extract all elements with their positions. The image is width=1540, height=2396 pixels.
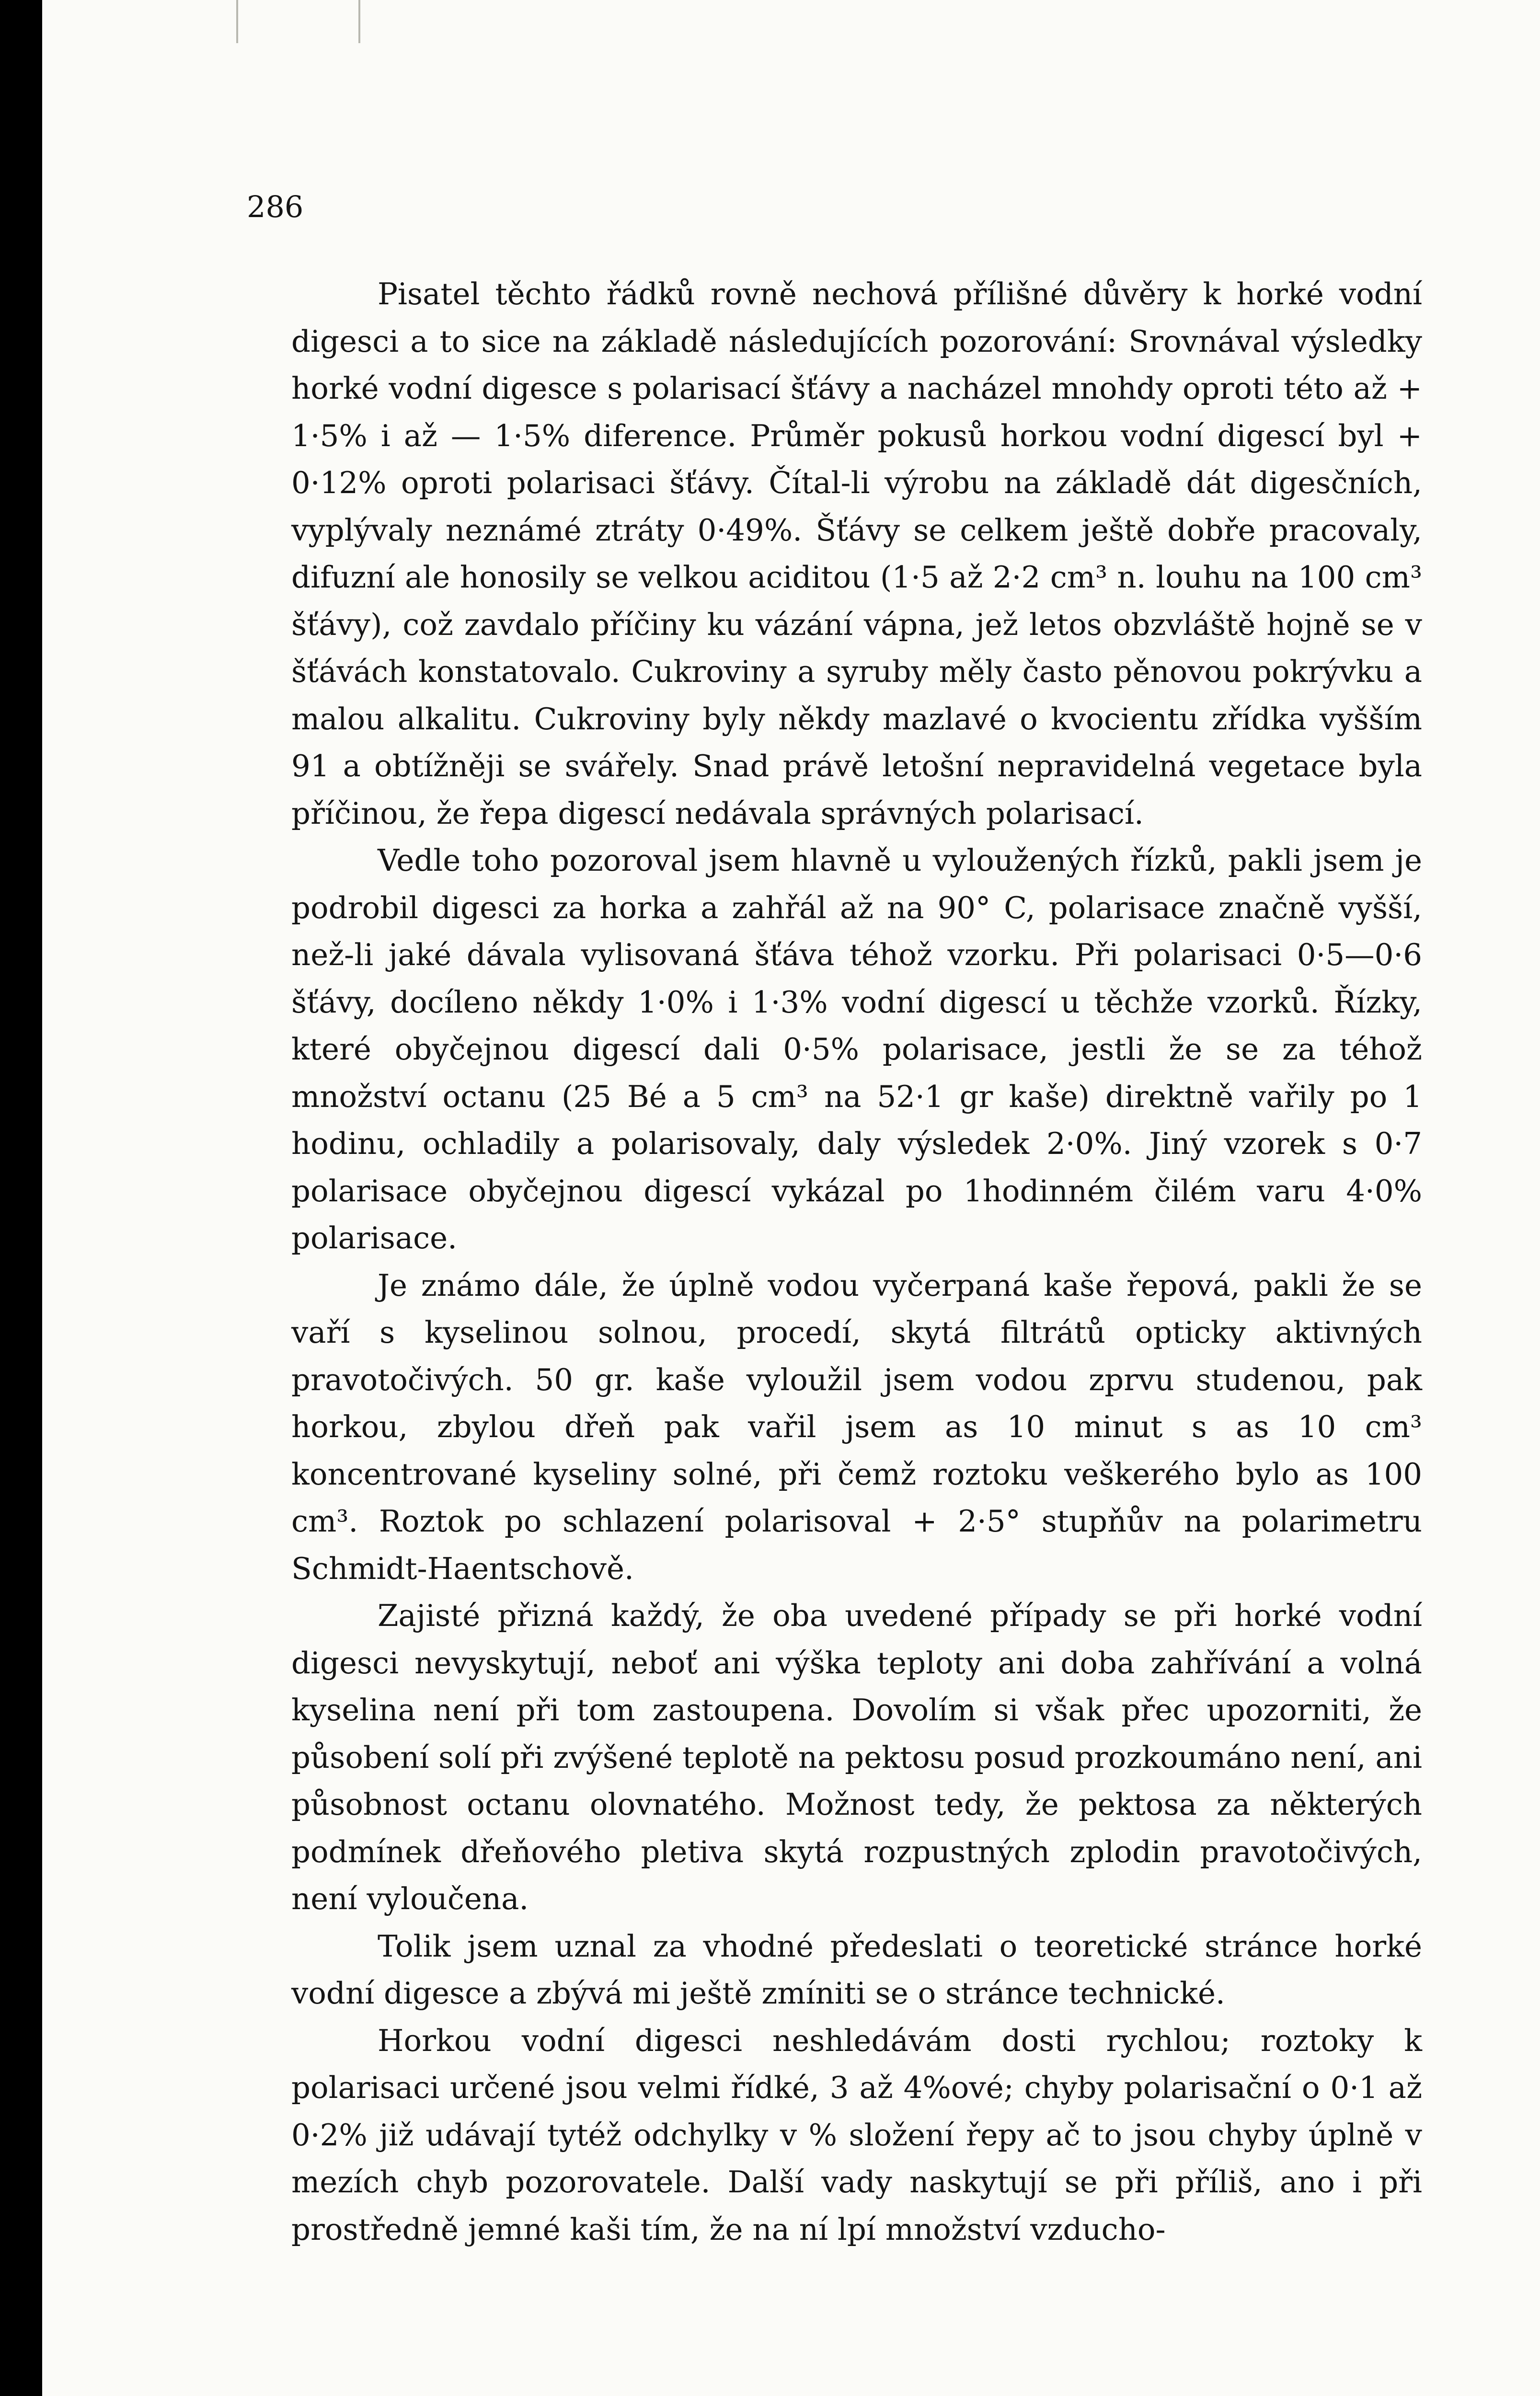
paragraph: Je známo dále, že úplně vodou vyčerpaná kaše řepová, pakli že se vaří s kyselinou solnou, procedí, skytá filtrátů opticky aktivných pravotočivých. 50 gr. kaše vyloužil jsem vodou zprvu studenou, pak horkou, zbylou dřeň pak vařil jsem as 10 minut s as 10 cm³ koncentrované kyseliny solné, při čemž roztoku veškerého bylo as 100 cm³. Roztok po schlazení polarisoval + 2·5° stupňův na polarimetru Schmidt-Haentschově. bbox=[291, 1267, 1422, 1586]
paragraph: Vedle toho pozoroval jsem hlavně u vyloužených řízků, pakli jsem je podrobil digesci za horka a zahřál až na 90° C, polarisace značně vyšší, než-li jaké dávala vylisovaná šťáva téhož vzorku. Při polarisaci 0·5—0·6 šťávy, docíleno někdy 1·0% i 1·3% vodní digescí u těchže vzorků. Řízky, které obyčejnou digescí dali 0·5% polarisace, jestli že se za téhož množství octanu (25 Bé a 5 cm³ na 52·1 gr kaše) direktně vařily po 1 hodinu, ochladily a polarisovaly, daly výsledek 2·0%. Jiný vzorek s 0·7 polarisace obyčejnou digescí vykázal po 1hodinném čilém varu 4·0% polarisace. bbox=[291, 843, 1422, 1256]
document-page bbox=[42, 0, 1540, 2396]
page-number: 286 bbox=[247, 189, 304, 224]
scan-fold-mark bbox=[236, 0, 238, 43]
scan-fold-mark bbox=[358, 0, 360, 43]
paragraph: Zajisté přizná každý, že oba uvedené případy se při horké vodní digesci nevyskytují, neboť ani výška teploty ani doba zahřívání a volná kyselina není při tom zastoupena. Dovolím si však přec upozorniti, že působení solí při zvýšené teplotě na pektosu posud prozkoumáno není, ani působnost octanu olovnatého. Možnost tedy, že pektosa za některých podmínek dřeňového pletiva skytá rozpustných zplodin pravotočivých, není vyloučena. bbox=[291, 1598, 1422, 1916]
paragraph: Tolik jsem uznal za vhodné předeslati o teoretické stránce horké vodní digesce a zbývá mi ještě zmíniti se o stránce technické. bbox=[291, 1928, 1422, 2011]
paragraph: Pisatel těchto řádků rovně nechová přílišné důvěry k horké vodní digesci a to sice na základě následujících pozorování: Srovnával výsledky horké vodní digesce s polarisací šťávy a nacházel mnohdy oproti této až + 1·5% i až — 1·5% diference. Průměr pokusů horkou vodní digescí byl + 0·12% oproti polarisaci šťávy. Čítal-li výrobu na základě dát digesčních, vyplývaly neznámé ztráty 0·49%. Šťávy se celkem ještě dobře pracovaly, difuzní ale honosily se velkou aciditou (1·5 až 2·2 cm³ n. louhu na 100 cm³ šťávy), což zavdalo příčiny ku vázání vápna, jež letos obzvláště hojně se v šťávách konstatovalo. Cukroviny a syruby měly často pěnovou pokrývku a malou alkalitu. Cukroviny byly někdy mazlavé o kvocientu zřídka vyšším 91 a obtížněji se svářely. Snad právě letošní nepravidelná vegetace byla příčinou, že řepa digescí nedávala správných polarisací. bbox=[291, 276, 1422, 831]
paragraph: Horkou vodní digesci neshledávám dosti rychlou; roztoky k polarisaci určené jsou velmi řídké, 3 až 4%ové; chyby polarisační o 0·1 až 0·2% již udávají tytéž odchylky v % složení řepy ač to jsou chyby úplně v mezích chyb pozorovatele. Další vady naskytují se při příliš, ano i při prostředně jemné kaši tím, že na ní lpí množství vzducho- bbox=[291, 2023, 1422, 2247]
body-text bbox=[291, 271, 1422, 2253]
